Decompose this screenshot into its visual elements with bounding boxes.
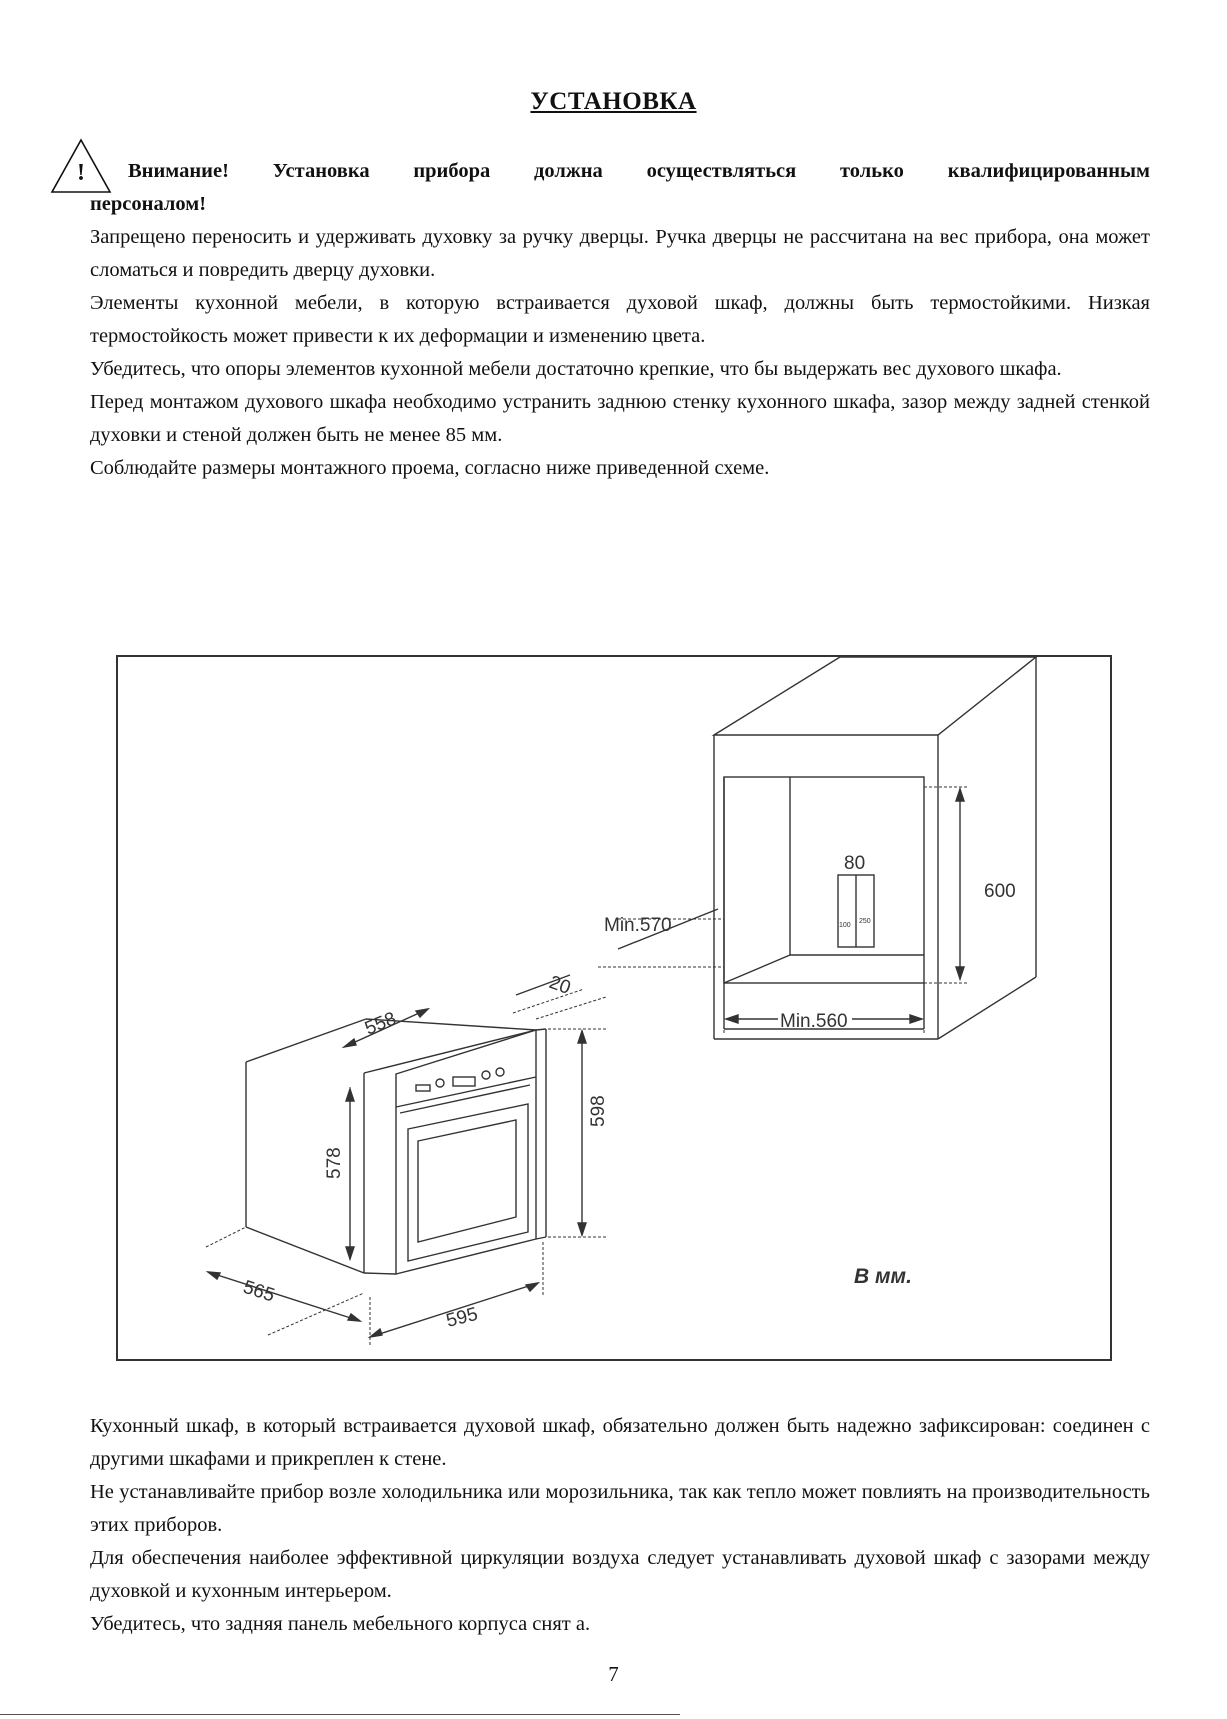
dim-label-600: 600: [984, 881, 1016, 902]
dim-label-595: 595: [444, 1303, 480, 1332]
warning-text-line1: Внимание! Установка прибора должна осуществляться только квалифицированным: [128, 160, 1150, 182]
outro-paragraph-4: Убедитесь, что задняя панель мебельного корпуса снят а.: [90, 1613, 591, 1635]
page-title: УСТАНОВКА: [530, 88, 697, 115]
outro-paragraph-1: Кухонный шкаф, в который встраивается духовой шкаф, обязательно должен быть надежно зафиксирован: соединен с другими шкафами и прикреплен к стене.: [90, 1415, 1150, 1470]
dim-label-558: 558: [362, 1008, 400, 1040]
intro-paragraph-3: Убедитесь, что опоры элементов кухонной мебели достаточно крепкие, что бы выдержать вес духового шкафа.: [90, 358, 1062, 380]
unit-label: В мм.: [854, 1265, 912, 1288]
intro-paragraph-1: Запрещено переносить и удерживать духовку за ручку дверцы. Ручка дверцы не рассчитана на вес прибора, она может сломаться и повредить дверцу духовки.: [90, 226, 1150, 281]
footer-rule: [0, 1714, 680, 1715]
dim-label-565: 565: [240, 1276, 278, 1307]
dim-label-80: 80: [844, 853, 866, 874]
dim-label-250: 250: [859, 918, 871, 925]
outro-paragraph-2: Не устанавливайте прибор возле холодильника или морозильника, так как тепло может повлиять на производительность этих приборов.: [90, 1481, 1150, 1536]
intro-paragraph-2: Элементы кухонной мебели, в которую встраивается духовой шкаф, должны быть термостойкими. Низкая термостойкость может привести к их деформации и изменению цвета.: [90, 292, 1150, 347]
installation-diagram-svg: [118, 657, 1114, 1363]
outro-section: [90, 1410, 1150, 1641]
dim-label-min-570: Min.570: [604, 915, 672, 936]
dim-label-min-560: Min.560: [780, 1011, 848, 1032]
dim-label-578: 578: [324, 1147, 345, 1179]
page-number: 7: [608, 1662, 619, 1686]
intro-paragraph-4: Перед монтажом духового шкафа необходимо устранить заднюю стенку кухонного шкафа, зазор между задней стенкой духовки и стеной должен быть не менее 85 мм.: [90, 391, 1150, 446]
warning-glyph: !: [77, 160, 85, 186]
outro-paragraph-3: Для обеспечения наиболее эффективной циркуляции воздуха следует устанавливать духовой шкаф с зазорами между духовкой и кухонным интерьером.: [90, 1547, 1150, 1602]
dim-label-100: 100: [839, 922, 851, 929]
intro-section: [90, 155, 1150, 485]
intro-paragraph-5: Соблюдайте размеры монтажного проема, согласно ниже приведенной схеме.: [90, 457, 770, 479]
installation-diagram: [116, 655, 1112, 1361]
warning-text-line2: персоналом!: [90, 193, 207, 215]
dim-label-20: 20: [546, 971, 574, 999]
dim-label-598: 598: [588, 1095, 609, 1127]
